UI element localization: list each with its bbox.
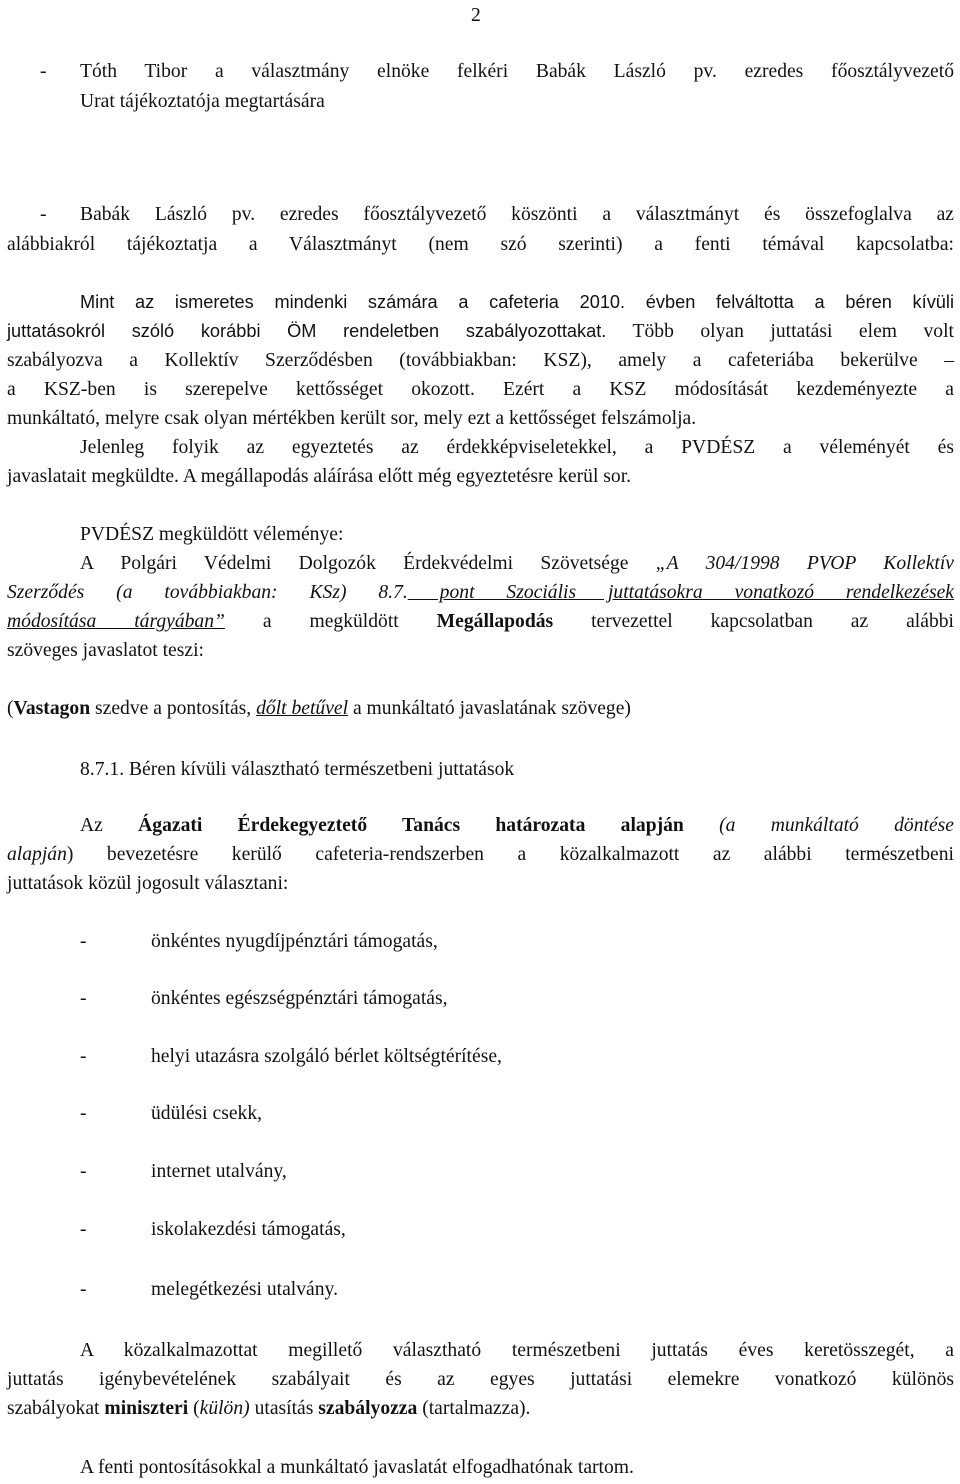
benefit-item: üdülési csekk, — [151, 1103, 263, 1124]
para2-line2-text: ) bevezetésre kerülő cafeteria-rendszerben a közalkalmazott az alábbi természetbeni — [66, 844, 954, 865]
para2-bold: Ágazati Érdekegyeztető Tanács határozata alapján — [138, 815, 684, 836]
pvdesz-line1-text: A Polgári Védelmi Dolgozók Érdekvédelmi Szövetsége — [80, 553, 656, 574]
pvdesz-line2 — [7, 578, 954, 608]
para1-line6: Jelenleg folyik az egyeztetés az érdekképviseletekkel, a PVDÉSZ a véleményét és — [80, 437, 954, 458]
pvdesz-line2-underlined: pont Szociális juttatásokra vonatkozó rendelkezések — [407, 582, 954, 603]
pvdesz-line3-bold: Megállapodás — [436, 611, 554, 632]
benefit-item: önkéntes nyugdíjpénztári támogatás, — [151, 931, 438, 952]
para1-line1: Mint az ismeretes mindenki számára a cafeteria 2010. évben felváltotta a béren kívüli — [80, 292, 954, 312]
list-dash: - — [80, 931, 87, 952]
para3-line3 — [7, 1394, 960, 1424]
para1-line5: munkáltató, melyre csak olyan mértékben került sor, mely ezt a kettősséget felszámolja. — [7, 408, 697, 429]
note-italic: dőlt betűvel — [256, 698, 349, 719]
benefit-item: helyi utazásra szolgáló bérlet költségtérítése, — [151, 1046, 502, 1067]
para1-line4: a KSZ-ben is szerepelve kettősséget okozott. Ezért a KSZ módosítását kezdeményezte a — [7, 379, 954, 400]
list-dash: - — [80, 1161, 87, 1182]
closing-line: A fenti pontosításokkal a munkáltató javaslatát elfogadhatónak tartom. — [80, 1457, 634, 1478]
para2-line2 — [7, 840, 954, 870]
para3-l3d: külön) — [199, 1398, 250, 1419]
note-bold: Vastagon — [13, 698, 91, 719]
item2-line1: Babák László pv. ezredes főosztályvezető köszönti a választmányt és összefoglalva az — [80, 204, 954, 225]
pvdesz-line1-italic: „A 304/1998 PVOP Kollektív — [655, 553, 954, 574]
benefit-item: önkéntes egészségpénztári támogatás, — [151, 988, 448, 1009]
list-dash: - — [40, 204, 47, 225]
pvdesz-line3-text: a megküldött — [224, 611, 437, 632]
para3-l3e: utasítás — [249, 1398, 319, 1419]
para3-l3f: szabályozza — [318, 1398, 418, 1419]
note-open: ( — [7, 698, 14, 719]
item1-line2: Urat tájékoztatója megtartására — [80, 91, 325, 112]
para3-line1: A közalkalmazottat megillető választható természetbeni juttatás éves keretösszegét, a — [80, 1340, 954, 1361]
para2-line1 — [80, 811, 954, 841]
para3-l3b: miniszteri — [104, 1398, 189, 1419]
pvdesz-line2-italic: Szerződés (a továbbiakban: KSz) 8.7. — [7, 582, 408, 603]
pvdesz-line4: szöveges javaslatot teszi: — [7, 640, 204, 661]
list-dash: - — [80, 1279, 87, 1300]
pvdesz-line3-end: tervezettel kapcsolatban az alábbi — [553, 611, 954, 632]
benefit-item: iskolakezdési támogatás, — [151, 1219, 346, 1240]
para1-line2-sans: juttatásokról szóló korábbi ÖM rendeletben szabályozottakat. — [7, 321, 607, 341]
note-mid: szedve a pontosítás, — [90, 698, 257, 719]
para3-line2: juttatás igénybevételének szabályait és az egyes juttatási elemekre vonatkozó különös — [7, 1369, 954, 1390]
para2-az: Az — [80, 815, 139, 836]
pvdesz-line3 — [7, 607, 954, 637]
benefit-item: melegétkezési utalvány. — [151, 1279, 338, 1300]
para1-line2 — [7, 316, 954, 346]
section-heading: 8.7.1. Béren kívüli választható természetbeni juttatások — [80, 759, 515, 780]
para2-line2-italic: alapján — [7, 844, 67, 865]
page-number: 2 — [471, 5, 481, 26]
para1-line7: javaslatait megküldte. A megállapodás aláírása előtt még egyeztetésre kerül sor. — [7, 466, 632, 487]
para3-l3a: szabályokat — [7, 1398, 105, 1419]
para2-italic: (a munkáltató döntése — [683, 815, 954, 836]
list-dash: - — [80, 1046, 87, 1067]
formatting-note — [7, 694, 960, 724]
para1-line3: szabályozva a Kollektív Szerződésben (továbbiakban: KSZ), amely a cafeteriába bekerülve – — [7, 350, 954, 371]
para3-l3c: ( — [188, 1398, 200, 1419]
pvdesz-heading: PVDÉSZ megküldött véleménye: — [80, 524, 344, 545]
para2-line3: juttatások közül jogosult választani: — [7, 873, 289, 894]
note-end: a munkáltató javaslatának szövege) — [348, 698, 631, 719]
list-dash: - — [80, 1103, 87, 1124]
list-dash: - — [40, 61, 47, 82]
list-dash: - — [80, 1219, 87, 1240]
para1-line2-serif: Több olyan juttatási elem volt — [606, 321, 954, 342]
list-dash: - — [80, 988, 87, 1009]
item2-line2: alábbiakról tájékoztatja a Választmányt (nem szó szerinti) a fenti témával kapcsolatba: — [7, 234, 954, 255]
para3-l3g: (tartalmazza). — [417, 1398, 531, 1419]
item1-line1: Tóth Tibor a választmány elnöke felkéri Babák László pv. ezredes főosztályvezető — [80, 61, 954, 82]
pvdesz-line1 — [80, 549, 954, 579]
benefit-item: internet utalvány, — [151, 1161, 287, 1182]
pvdesz-line3-italic: módosítása tárgyában” — [7, 611, 225, 632]
